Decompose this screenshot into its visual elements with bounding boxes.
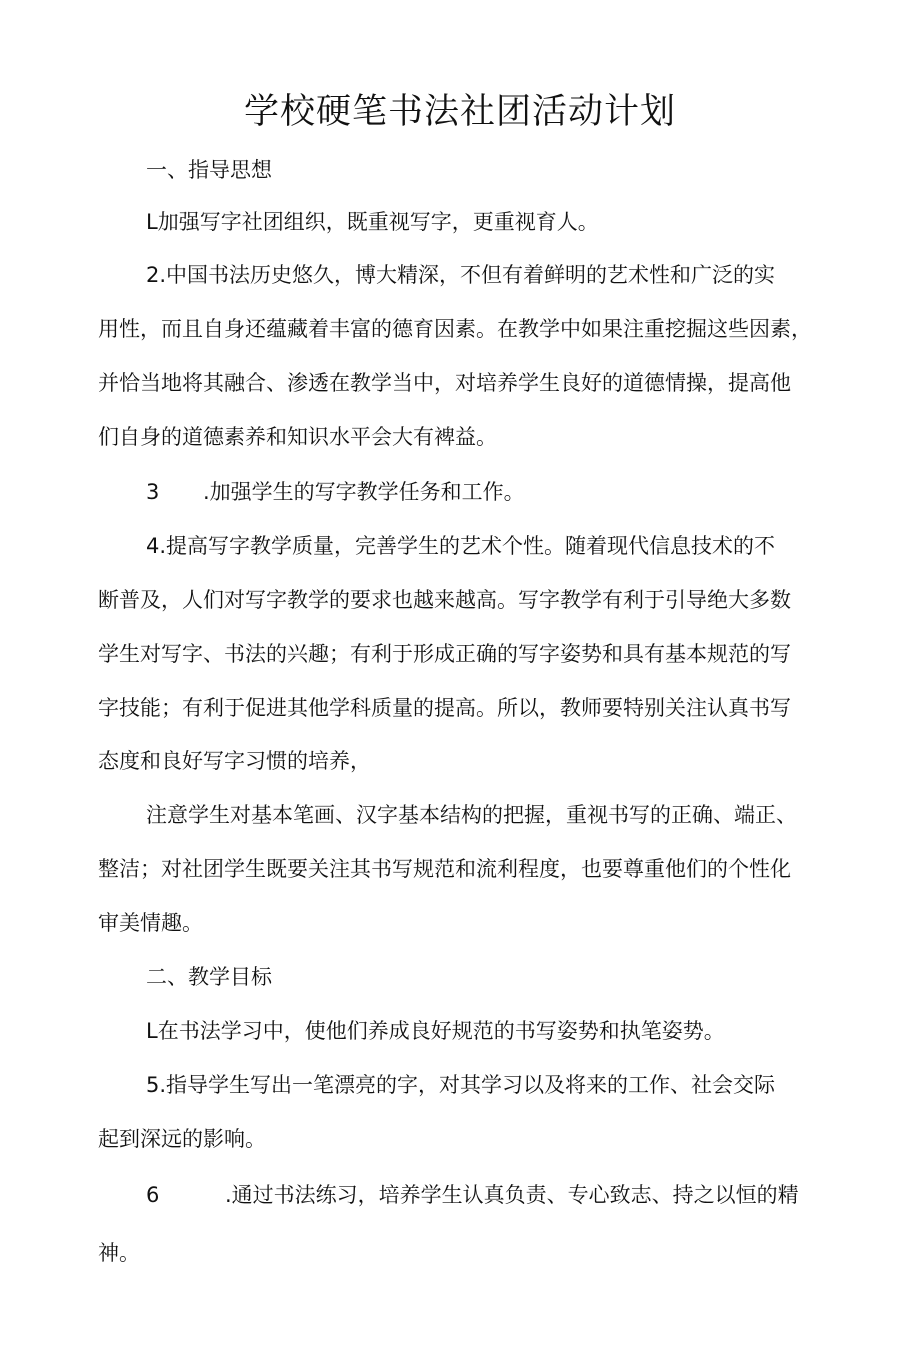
paragraph-line: .加强学生的写字教学任务和工作。: [203, 480, 525, 504]
paragraph-line: .通过书法练习，培养学生认真负责、专心致志、持之以恒的精: [225, 1183, 799, 1207]
item-number: 6: [146, 1183, 160, 1207]
paragraph-line: 审美情趣。: [98, 911, 203, 935]
paragraph-line: 起到深远的影响。: [98, 1127, 266, 1151]
paragraph-line: 们自身的道德素养和知识水平会大有裨益。: [98, 425, 497, 449]
paragraph-line: 字技能；有利于促进其他学科质量的提高。所以，教师要特别关注认真书写: [98, 696, 791, 720]
paragraph-line: 态度和良好写字习惯的培养，: [98, 749, 371, 773]
paragraph-line: 神。: [98, 1241, 140, 1265]
paragraph-line: 学生对写字、书法的兴趣；有利于形成正确的写字姿势和具有基本规范的写: [98, 642, 791, 666]
paragraph-line: 5.指导学生写出一笔漂亮的字，对其学习以及将来的工作、社会交际: [146, 1073, 776, 1097]
section-heading-guiding-thought: 一、指导思想: [146, 158, 272, 182]
item-number: 3: [146, 480, 160, 504]
paragraph-line: L加强写字社团组织，既重视写字，更重视育人。: [146, 210, 599, 234]
paragraph-line: 整洁；对社团学生既要关注其书写规范和流利程度，也要尊重他们的个性化: [98, 857, 791, 881]
paragraph-line: 断普及，人们对写字教学的要求也越来越高。写字教学有利于引导绝大多数: [98, 588, 791, 612]
paragraph-line: 4.提高写字教学质量，完善学生的艺术个性。随着现代信息技术的不: [146, 534, 776, 558]
paragraph-line: 2.中国书法历史悠久，博大精深，不但有着鲜明的艺术性和广泛的实: [146, 263, 776, 287]
paragraph-line: 并恰当地将其融合、渗透在教学当中，对培养学生良好的道德情操，提高他: [98, 371, 791, 395]
document-title: 学校硬笔书法社团活动计划: [243, 92, 676, 132]
paragraph-line: 用性，而且自身还蕴藏着丰富的德育因素。在教学中如果注重挖掘这些因素，: [98, 317, 812, 341]
paragraph-line: L在书法学习中，使他们养成良好规范的书写姿势和执笔姿势。: [146, 1019, 725, 1043]
paragraph-line: 注意学生对基本笔画、汉字基本结构的把握，重视书写的正确、端正、: [146, 803, 797, 827]
section-heading-teaching-goals: 二、教学目标: [146, 965, 272, 989]
